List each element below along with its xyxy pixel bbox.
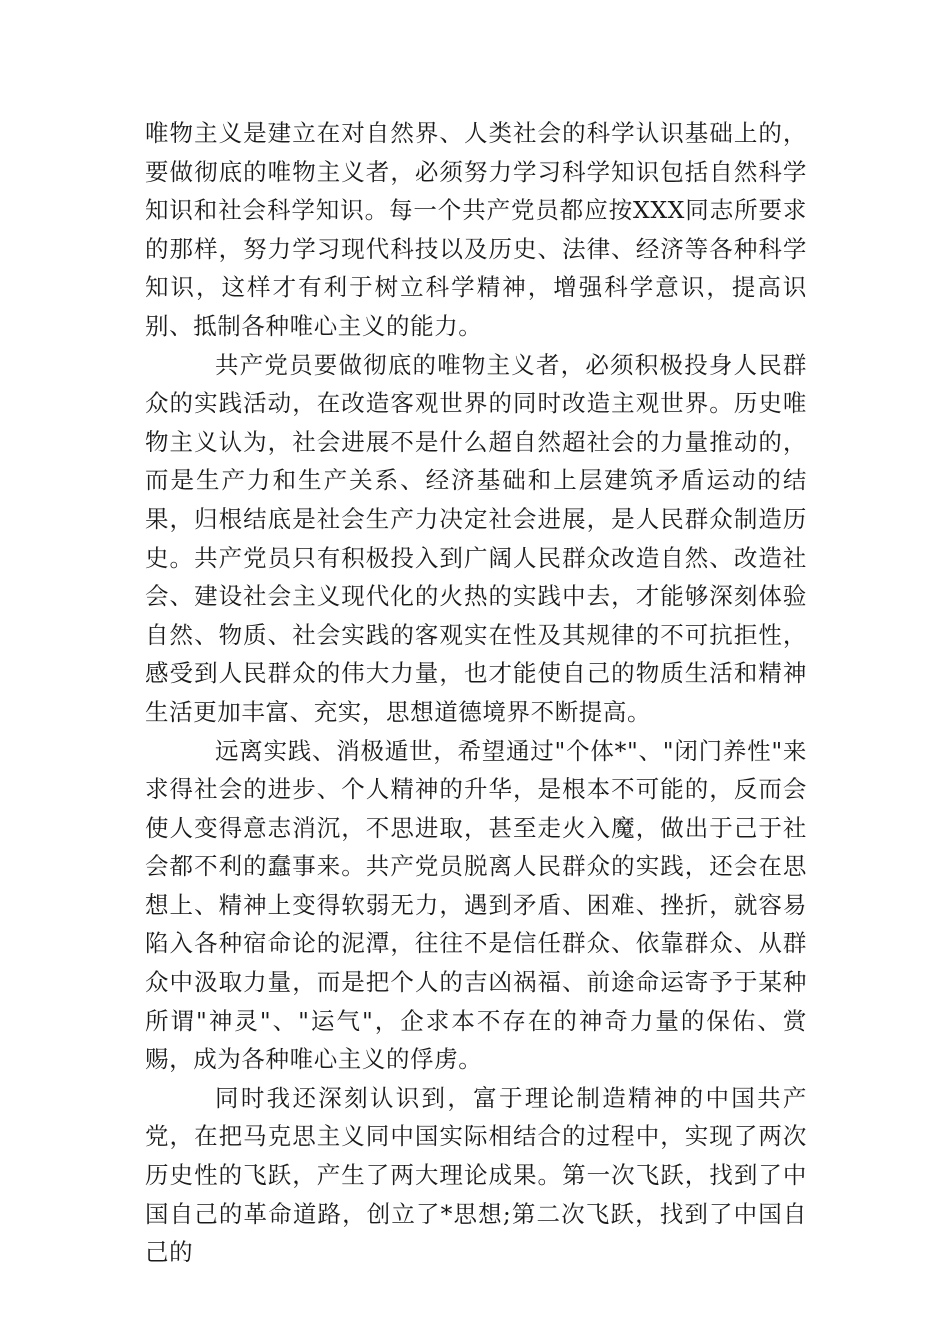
document-body: [145, 114, 807, 1272]
paragraph-2: 共产党员要做彻底的唯物主义者，必须积极投身人民群众的实践活动，在改造客观世界的同时改造主观世界。历史唯物主义认为，社会进展不是什么超自然超社会的力量推动的，而是生产力和生产关系、经济基础和上层建筑矛盾运动的结果，归根结底是社会生产力决定社会进展，是人民群众制造历史。共产党员只有积极投入到广阔人民群众改造自然、改造社会、建设社会主义现代化的火热的实践中去，才能够深刻体验自然、物质、社会实践的客观实在性及其规律的不可抗拒性，感受到人民群众的伟大力量，也才能使自己的物质生活和精神生活更加丰富、充实，思想道德境界不断提高。: [145, 350, 807, 726]
paragraph-1: 唯物主义是建立在对自然界、人类社会的科学认识基础上的，要做彻底的唯物主义者，必须努力学习科学知识包括自然科学知识和社会科学知识。每一个共产党员都应按XXX同志所要求的那样，努力学习现代科技以及历史、法律、经济等各种科学知识，这样才有利于树立科学精神，增强科学意识，提高识别、抵制各种唯心主义的能力。: [145, 119, 807, 340]
paragraph-4: 同时我还深刻认识到，富于理论制造精神的中国共产党，在把马克思主义同中国实际相结合的过程中，实现了两次历史性的飞跃，产生了两大理论成果。第一次飞跃，找到了中国自己的革命道路，创立了*思想;第二次飞跃，找到了中国自己的: [145, 1083, 807, 1267]
paragraph-3: 远离实践、消极遁世，希望通过"个体*"、"闭门养性"来求得社会的进步、个人精神的升华，是根本不可能的，反而会使人变得意志消沉，不思进取，甚至走火入魔，做出于己于社会都不利的蠢事来。共产党员脱离人民群众的实践，还会在思想上、精神上变得软弱无力，遇到矛盾、困难、挫折，就容易陷入各种宿命论的泥潭，往往不是信任群众、依靠群众、从群众中汲取力量，而是把个人的吉凶祸福、前途命运寄予于某种所谓"神灵"、"运气"，企求本不存在的神奇力量的保佑、赏赐，成为各种唯心主义的俘虏。: [145, 736, 807, 1074]
